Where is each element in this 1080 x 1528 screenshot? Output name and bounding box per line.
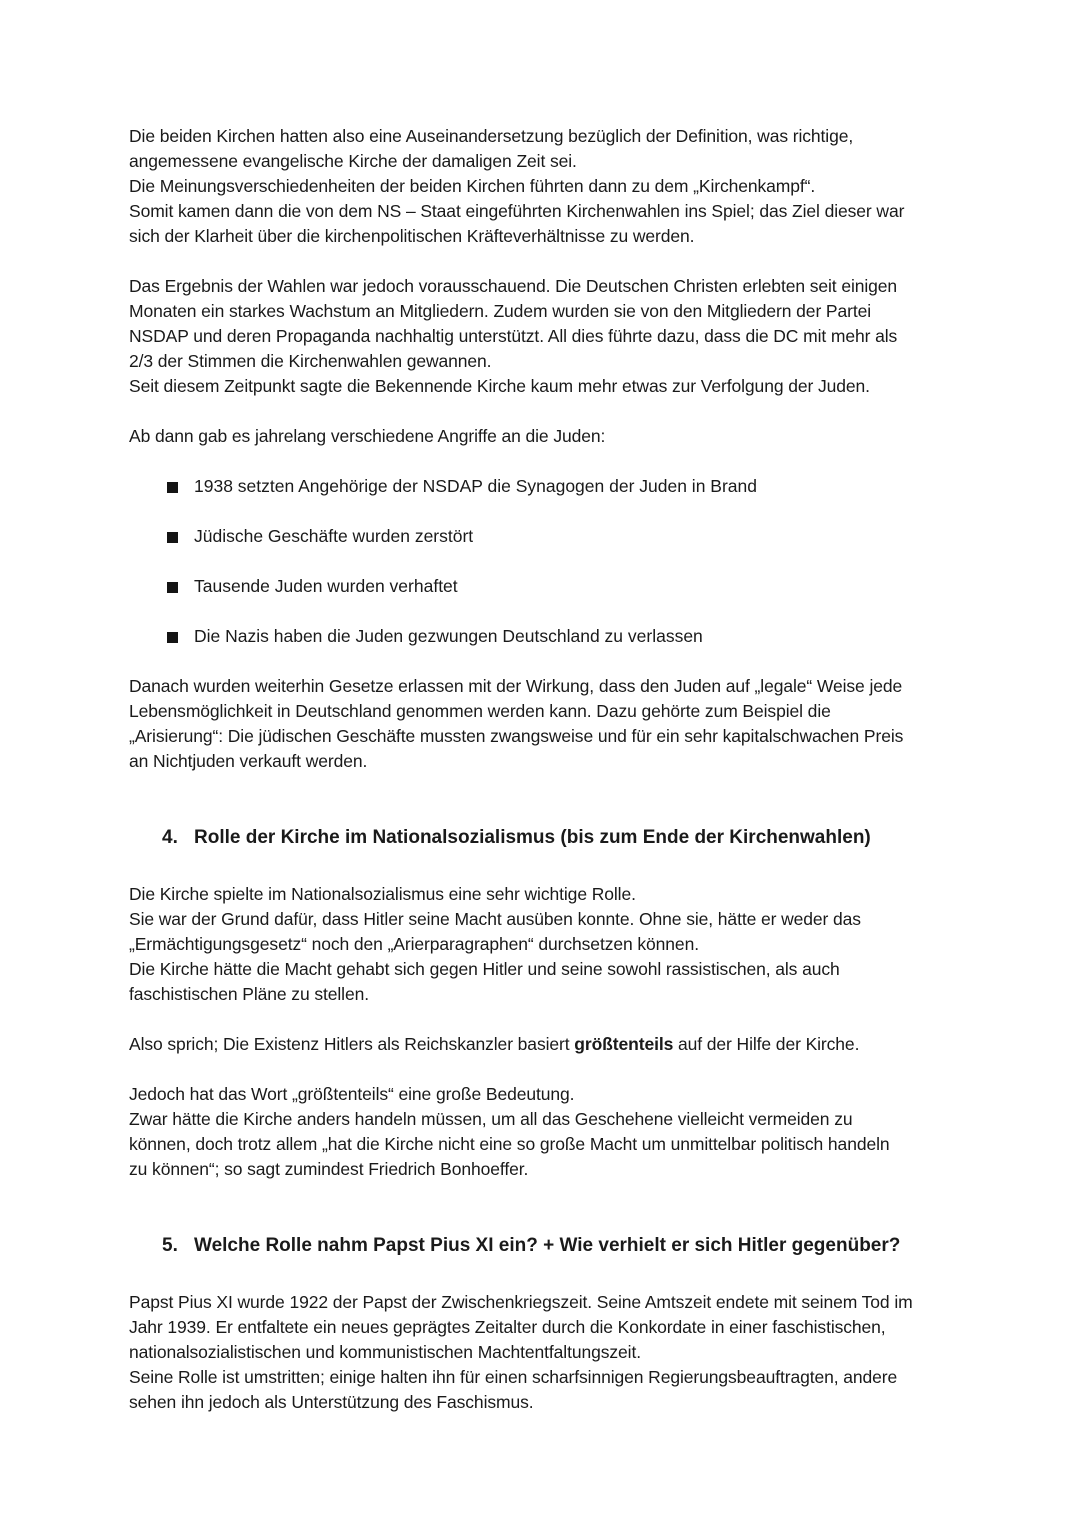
square-bullet-icon: [167, 632, 178, 643]
list-item: [129, 574, 959, 599]
paragraph-kirchenkampf: [129, 124, 959, 249]
text-line: Das Ergebnis der Wahlen war jedoch vorausschauend. Die Deutschen Christen erlebten seit einigen: [129, 276, 898, 296]
section-number: 4.: [162, 827, 178, 848]
text-line: angemessene evangelische Kirche der damaligen Zeit sei.: [129, 151, 577, 171]
text-line: Seit diesem Zeitpunkt sagte die Bekennende Kirche kaum mehr etwas zur Verfolgung der Juden.: [129, 376, 870, 396]
text-line: faschistischen Pläne zu stellen.: [129, 984, 369, 1004]
text-line: Zwar hätte die Kirche anders handeln müssen, um all das Geschehene vielleicht vermeiden zu: [129, 1109, 853, 1129]
list-item: [129, 474, 959, 499]
text-segment: Also sprich; Die Existenz Hitlers als Reichskanzler basiert: [129, 1034, 575, 1054]
text-line: Jedoch hat das Wort „größtenteils“ eine große Bedeutung.: [129, 1084, 575, 1104]
square-bullet-icon: [167, 482, 178, 493]
list-item-text: Tausende Juden wurden verhaftet: [194, 576, 458, 596]
text-line: sehen ihn jedoch als Unterstützung des Faschismus.: [129, 1392, 534, 1412]
text-line: Danach wurden weiterhin Gesetze erlassen mit der Wirkung, dass den Juden auf „legale“ Weise jede: [129, 676, 903, 696]
list-item-text: Die Nazis haben die Juden gezwungen Deutschland zu verlassen: [194, 626, 703, 646]
square-bullet-icon: [167, 582, 178, 593]
section-heading-5: [129, 1232, 959, 1260]
text-line: Papst Pius XI wurde 1922 der Papst der Zwischenkriegszeit. Seine Amtszeit endete mit seinem Tod im: [129, 1292, 913, 1312]
paragraph-bonhoeffer: [129, 1082, 959, 1182]
text-line: „Ermächtigungsgesetz“ noch den „Arierparagraphen“ durchsetzen können.: [129, 934, 699, 954]
list-item: [129, 624, 959, 649]
paragraph-rolle-kirche: [129, 882, 959, 1007]
text-line: Sie war der Grund dafür, dass Hitler seine Macht ausüben konnte. Ohne sie, hätte er weder das: [129, 909, 861, 929]
list-item: [129, 524, 959, 549]
text-line: Somit kamen dann die von dem NS – Staat eingeführten Kirchenwahlen ins Spiel; das Ziel dieser war: [129, 201, 905, 221]
square-bullet-icon: [167, 532, 178, 543]
text-line: 2/3 der Stimmen die Kirchenwahlen gewannen.: [129, 351, 492, 371]
text-line: an Nichtjuden verkauft werden.: [129, 751, 368, 771]
list-item-text: Jüdische Geschäfte wurden zerstört: [194, 526, 474, 546]
text-line: Monaten ein starkes Wachstum an Mitgliedern. Zudem wurden sie von den Mitgliedern der Partei: [129, 301, 872, 321]
section-title: Welche Rolle nahm Papst Pius XI ein? + Wie verhielt er sich Hitler gegenüber?: [194, 1235, 901, 1256]
text-line: Die beiden Kirchen hatten also eine Auseinandersetzung bezüglich der Definition, was richtige,: [129, 126, 854, 146]
section-title: Rolle der Kirche im Nationalsozialismus (bis zum Ende der Kirchenwahlen): [194, 827, 871, 848]
text-line: können, doch trotz allem „hat die Kirche nicht eine so große Macht um unmittelbar politisch handeln: [129, 1134, 890, 1154]
bullet-list-angriffe: [129, 474, 959, 649]
text-line: zu können“; so sagt zumindest Friedrich Bonhoeffer.: [129, 1159, 529, 1179]
bold-text: größtenteils: [574, 1034, 674, 1054]
paragraph-papst-pius: [129, 1290, 959, 1415]
text-line: Die Kirche spielte im Nationalsozialismus eine sehr wichtige Rolle.: [129, 884, 636, 904]
paragraph-arisierung: [129, 674, 959, 774]
section-heading-4: [129, 824, 959, 852]
text-line: „Arisierung“: Die jüdischen Geschäfte mussten zwangsweise und für ein sehr kapitalschwachen Preis: [129, 726, 904, 746]
text-line: Jahr 1939. Er entfaltete ein neues geprägtes Zeitalter durch die Konkordate in einer faschistischen,: [129, 1317, 886, 1337]
paragraph-existenz-hitlers: [129, 1032, 959, 1057]
text-line: NSDAP und deren Propaganda nachhaltig unterstützt. All dies führte dazu, dass die DC mit mehr als: [129, 326, 898, 346]
text-line: Seine Rolle ist umstritten; einige halten ihn für einen scharfsinnigen Regierungsbeauftragten, andere: [129, 1367, 898, 1387]
text-line: Lebensmöglichkeit in Deutschland genommen werden kann. Dazu gehörte zum Beispiel die: [129, 701, 831, 721]
paragraph-wahlergebnis: [129, 274, 959, 399]
text-segment: auf der Hilfe der Kirche.: [673, 1034, 860, 1054]
text-line: sich der Klarheit über die kirchenpolitischen Kräfteverhältnisse zu werden.: [129, 226, 695, 246]
section-number: 5.: [162, 1235, 178, 1256]
text-line: Die Meinungsverschiedenheiten der beiden Kirchen führten dann zu dem „Kirchenkampf“.: [129, 176, 816, 196]
document-page: [129, 124, 959, 1415]
list-item-text: 1938 setzten Angehörige der NSDAP die Synagogen der Juden in Brand: [194, 476, 757, 496]
text-line: nationalsozialistischen und kommunistischen Machtentfaltungszeit.: [129, 1342, 641, 1362]
text-line: Die Kirche hätte die Macht gehabt sich gegen Hitler und seine sowohl rassistischen, als auch: [129, 959, 840, 979]
paragraph-angriffe-intro: Ab dann gab es jahrelang verschiedene Angriffe an die Juden:: [129, 426, 606, 446]
